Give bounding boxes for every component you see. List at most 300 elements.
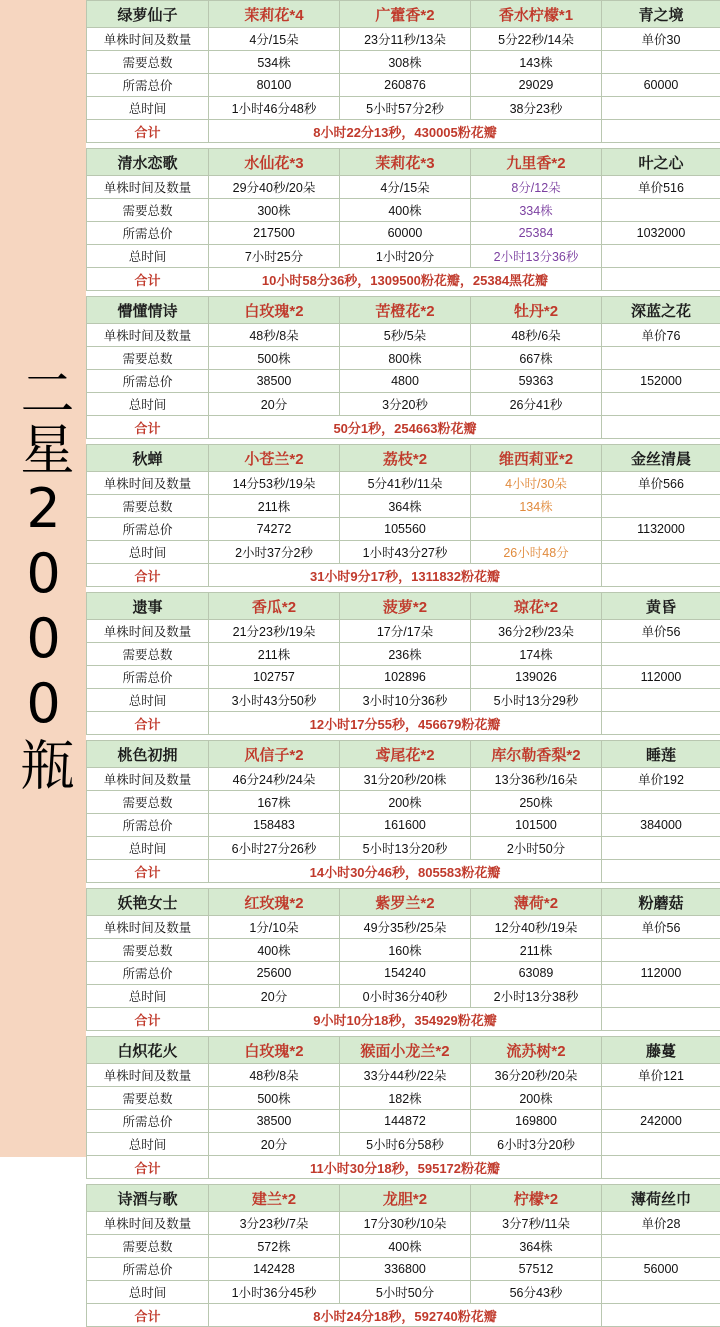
total-time-row	[87, 1133, 720, 1156]
value-cell: 5小时57分2秒	[340, 97, 471, 120]
ingredient-name: 薄荷*2	[471, 889, 602, 916]
total-time-extra	[602, 1281, 720, 1304]
row-label: 需要总数	[87, 1087, 209, 1110]
per-plant-row	[87, 916, 720, 939]
total-price-row	[87, 370, 720, 393]
per-plant-row	[87, 28, 720, 51]
total-time-extra	[602, 245, 720, 268]
product-name: 青之境	[602, 1, 720, 28]
row-label: 总时间	[87, 541, 209, 564]
sum-label: 合计	[87, 120, 209, 143]
row-label: 总时间	[87, 837, 209, 860]
value-cell: 0小时36分40秒	[340, 985, 471, 1008]
product-name: 睡莲	[602, 741, 720, 768]
sum-label: 合计	[87, 268, 209, 291]
product-price: 112000	[602, 666, 720, 689]
sum-row	[87, 416, 720, 439]
value-cell: 160株	[340, 939, 471, 962]
need-total-extra	[602, 495, 720, 518]
value-cell: 500株	[209, 347, 340, 370]
value-cell: 5小时13分29秒	[471, 689, 602, 712]
product-price: 384000	[602, 814, 720, 837]
ingredient-name: 柠檬*2	[471, 1185, 602, 1212]
product-price: 1032000	[602, 222, 720, 245]
total-time-row	[87, 541, 720, 564]
row-label: 单株时间及数量	[87, 916, 209, 939]
total-price-row	[87, 666, 720, 689]
row-label: 需要总数	[87, 643, 209, 666]
total-time-extra	[602, 393, 720, 416]
need-total-row	[87, 643, 720, 666]
need-total-extra	[602, 199, 720, 222]
total-time-row	[87, 1281, 720, 1304]
value-cell: 60000	[340, 222, 471, 245]
total-price-row	[87, 814, 720, 837]
row-label: 所需总价	[87, 814, 209, 837]
value-cell: 200株	[471, 1087, 602, 1110]
sum-value: 10小时58分36秒，1309500粉花瓣，25384黑花瓣	[209, 268, 602, 291]
row-label: 所需总价	[87, 222, 209, 245]
total-time-extra	[602, 837, 720, 860]
unit-price: 单价516	[602, 176, 720, 199]
need-total-extra	[602, 347, 720, 370]
row-label: 需要总数	[87, 1235, 209, 1258]
value-cell: 23分11秒/13朵	[340, 28, 471, 51]
value-cell: 26分41秒	[471, 393, 602, 416]
total-time-row	[87, 985, 720, 1008]
row-label: 单株时间及数量	[87, 1212, 209, 1235]
value-cell: 572株	[209, 1235, 340, 1258]
row-label: 总时间	[87, 1281, 209, 1304]
value-cell: 38500	[209, 370, 340, 393]
value-cell: 56分43秒	[471, 1281, 602, 1304]
value-cell: 211株	[209, 643, 340, 666]
product-price: 1132000	[602, 518, 720, 541]
row-label: 所需总价	[87, 1110, 209, 1133]
value-cell: 211株	[471, 939, 602, 962]
row-label: 单株时间及数量	[87, 324, 209, 347]
row-label: 所需总价	[87, 1258, 209, 1281]
value-cell: 169800	[471, 1110, 602, 1133]
value-cell: 5小时50分	[340, 1281, 471, 1304]
row-label: 总时间	[87, 245, 209, 268]
value-cell: 25384	[471, 222, 602, 245]
total-price-row	[87, 222, 720, 245]
value-cell: 14分53秒/19朵	[209, 472, 340, 495]
row-label: 总时间	[87, 97, 209, 120]
value-cell: 1分/10朵	[209, 916, 340, 939]
value-cell: 364株	[471, 1235, 602, 1258]
need-total-row	[87, 347, 720, 370]
need-total-extra	[602, 643, 720, 666]
row-label: 需要总数	[87, 495, 209, 518]
value-cell: 364株	[340, 495, 471, 518]
total-time-extra	[602, 541, 720, 564]
total-price-row	[87, 962, 720, 985]
product-price: 242000	[602, 1110, 720, 1133]
need-total-extra	[602, 1235, 720, 1258]
product-name: 金丝清晨	[602, 445, 720, 472]
sum-extra	[602, 1008, 720, 1031]
value-cell: 144872	[340, 1110, 471, 1133]
need-total-extra	[602, 1087, 720, 1110]
row-label: 需要总数	[87, 939, 209, 962]
value-cell: 2小时13分38秒	[471, 985, 602, 1008]
value-cell: 5秒/5朵	[340, 324, 471, 347]
unit-price: 单价76	[602, 324, 720, 347]
table-body	[87, 1, 720, 1327]
value-cell: 211株	[209, 495, 340, 518]
row-label: 单株时间及数量	[87, 1064, 209, 1087]
recipe-header-row	[87, 1037, 720, 1064]
ingredient-name: 鸢尾花*2	[340, 741, 471, 768]
recipe-name: 桃色初拥	[87, 741, 209, 768]
per-plant-row	[87, 1064, 720, 1087]
total-time-row	[87, 245, 720, 268]
sum-extra	[602, 712, 720, 735]
sum-extra	[602, 416, 720, 439]
sum-label: 合计	[87, 1304, 209, 1327]
product-price: 152000	[602, 370, 720, 393]
ingredient-name: 茉莉花*4	[209, 1, 340, 28]
per-plant-row	[87, 620, 720, 643]
row-label: 需要总数	[87, 199, 209, 222]
recipe-name: 妖艳女士	[87, 889, 209, 916]
sum-row	[87, 1304, 720, 1327]
need-total-extra	[602, 51, 720, 74]
ingredient-name: 猴面小龙兰*2	[340, 1037, 471, 1064]
value-cell: 3小时10分36秒	[340, 689, 471, 712]
sum-label: 合计	[87, 1008, 209, 1031]
value-cell: 20分	[209, 1133, 340, 1156]
product-name: 黄昏	[602, 593, 720, 620]
ingredient-name: 流苏树*2	[471, 1037, 602, 1064]
recipe-header-row	[87, 593, 720, 620]
recipe-name: 遗事	[87, 593, 209, 620]
value-cell: 2小时37分2秒	[209, 541, 340, 564]
sum-extra	[602, 860, 720, 883]
sum-extra	[602, 120, 720, 143]
ingredient-name: 香瓜*2	[209, 593, 340, 620]
total-time-extra	[602, 985, 720, 1008]
value-cell: 250株	[471, 791, 602, 814]
value-cell: 31分20秒/20株	[340, 768, 471, 791]
per-plant-row	[87, 768, 720, 791]
row-label: 总时间	[87, 985, 209, 1008]
need-total-row	[87, 939, 720, 962]
value-cell: 48秒/8朵	[209, 1064, 340, 1087]
ingredient-name: 香水柠檬*1	[471, 1, 602, 28]
total-time-extra	[602, 689, 720, 712]
recipe-header-row	[87, 149, 720, 176]
recipe-name: 绿萝仙子	[87, 1, 209, 28]
value-cell: 1小时43分27秒	[340, 541, 471, 564]
recipe-name: 懵懂情诗	[87, 297, 209, 324]
value-cell: 20分	[209, 985, 340, 1008]
row-label: 所需总价	[87, 962, 209, 985]
value-cell: 63089	[471, 962, 602, 985]
sum-row	[87, 120, 720, 143]
ingredient-name: 红玫瑰*2	[209, 889, 340, 916]
value-cell: 158483	[209, 814, 340, 837]
value-cell: 300株	[209, 199, 340, 222]
value-cell: 260876	[340, 74, 471, 97]
value-cell: 36分2秒/23朵	[471, 620, 602, 643]
value-cell: 105560	[340, 518, 471, 541]
value-cell: 38分23秒	[471, 97, 602, 120]
per-plant-row	[87, 472, 720, 495]
unit-price: 单价56	[602, 916, 720, 939]
unit-price: 单价56	[602, 620, 720, 643]
unit-price: 单价121	[602, 1064, 720, 1087]
value-cell: 17分/17朵	[340, 620, 471, 643]
row-label: 所需总价	[87, 74, 209, 97]
value-cell: 500株	[209, 1087, 340, 1110]
value-cell: 1小时36分45秒	[209, 1281, 340, 1304]
total-price-row	[87, 518, 720, 541]
value-cell: 13分36秒/16朵	[471, 768, 602, 791]
sum-extra	[602, 564, 720, 587]
per-plant-row	[87, 324, 720, 347]
value-cell: 5分41秒/11朵	[340, 472, 471, 495]
ingredient-name: 琼花*2	[471, 593, 602, 620]
sum-value: 14小时30分46秒，805583粉花瓣	[209, 860, 602, 883]
value-cell: 5小时13分20秒	[340, 837, 471, 860]
ingredient-name: 荔枝*2	[340, 445, 471, 472]
product-name: 深蓝之花	[602, 297, 720, 324]
row-label: 总时间	[87, 1133, 209, 1156]
sum-extra	[602, 268, 720, 291]
unit-price: 单价28	[602, 1212, 720, 1235]
ingredient-name: 建兰*2	[209, 1185, 340, 1212]
per-plant-row	[87, 1212, 720, 1235]
value-cell: 334株	[471, 199, 602, 222]
total-time-row	[87, 97, 720, 120]
sum-label: 合计	[87, 1156, 209, 1179]
value-cell: 154240	[340, 962, 471, 985]
total-price-row	[87, 1258, 720, 1281]
sum-row	[87, 1156, 720, 1179]
row-label: 单株时间及数量	[87, 768, 209, 791]
row-label: 所需总价	[87, 518, 209, 541]
value-cell: 308株	[340, 51, 471, 74]
sum-row	[87, 712, 720, 735]
value-cell: 167株	[209, 791, 340, 814]
value-cell: 236株	[340, 643, 471, 666]
value-cell: 2小时13分36秒	[471, 245, 602, 268]
row-label: 单株时间及数量	[87, 472, 209, 495]
recipe-name: 诗酒与歌	[87, 1185, 209, 1212]
main-content	[86, 0, 720, 1157]
value-cell: 26小时48分	[471, 541, 602, 564]
row-label: 单株时间及数量	[87, 620, 209, 643]
value-cell: 48秒/8朵	[209, 324, 340, 347]
recipe-header-row	[87, 741, 720, 768]
recipe-header-row	[87, 445, 720, 472]
value-cell: 4分/15朵	[209, 28, 340, 51]
ingredient-name: 小苍兰*2	[209, 445, 340, 472]
product-price: 60000	[602, 74, 720, 97]
value-cell: 1小时20分	[340, 245, 471, 268]
sidebar	[0, 0, 86, 1157]
product-price: 112000	[602, 962, 720, 985]
sum-row	[87, 1008, 720, 1031]
total-time-row	[87, 837, 720, 860]
ingredient-name: 白玫瑰*2	[209, 1037, 340, 1064]
need-total-row	[87, 1235, 720, 1258]
ingredient-name: 白玫瑰*2	[209, 297, 340, 324]
value-cell: 400株	[340, 199, 471, 222]
recipe-table	[86, 0, 720, 1327]
need-total-row	[87, 51, 720, 74]
ingredient-name: 菠萝*2	[340, 593, 471, 620]
value-cell: 80100	[209, 74, 340, 97]
recipe-header-row	[87, 889, 720, 916]
value-cell: 4小时/30朵	[471, 472, 602, 495]
sum-label: 合计	[87, 416, 209, 439]
value-cell: 200株	[340, 791, 471, 814]
recipe-header-row	[87, 1185, 720, 1212]
value-cell: 12分40秒/19朵	[471, 916, 602, 939]
value-cell: 49分35秒/25朵	[340, 916, 471, 939]
row-label: 单株时间及数量	[87, 28, 209, 51]
ingredient-name: 茉莉花*3	[340, 149, 471, 176]
total-price-row	[87, 74, 720, 97]
sum-value: 31小时9分17秒，1311832粉花瓣	[209, 564, 602, 587]
total-time-row	[87, 689, 720, 712]
need-total-extra	[602, 939, 720, 962]
sum-value: 8小时24分18秒，592740粉花瓣	[209, 1304, 602, 1327]
need-total-row	[87, 791, 720, 814]
row-label: 总时间	[87, 393, 209, 416]
sum-extra	[602, 1156, 720, 1179]
value-cell: 21分23秒/19朵	[209, 620, 340, 643]
product-price: 56000	[602, 1258, 720, 1281]
sum-label: 合计	[87, 564, 209, 587]
value-cell: 6小时3分20秒	[471, 1133, 602, 1156]
value-cell: 57512	[471, 1258, 602, 1281]
value-cell: 29029	[471, 74, 602, 97]
total-time-extra	[602, 1133, 720, 1156]
row-label: 总时间	[87, 689, 209, 712]
sum-row	[87, 268, 720, 291]
ingredient-name: 广藿香*2	[340, 1, 471, 28]
value-cell: 139026	[471, 666, 602, 689]
ingredient-name: 库尔勒香梨*2	[471, 741, 602, 768]
value-cell: 48秒/6朵	[471, 324, 602, 347]
ingredient-name: 水仙花*3	[209, 149, 340, 176]
value-cell: 2小时50分	[471, 837, 602, 860]
value-cell: 134株	[471, 495, 602, 518]
sum-value: 8小时22分13秒，430005粉花瓣	[209, 120, 602, 143]
value-cell: 36分20秒/20朵	[471, 1064, 602, 1087]
recipe-name: 清水恋歌	[87, 149, 209, 176]
value-cell: 143株	[471, 51, 602, 74]
sum-extra	[602, 1304, 720, 1327]
value-cell: 102896	[340, 666, 471, 689]
value-cell: 29分40秒/20朵	[209, 176, 340, 199]
value-cell: 667株	[471, 347, 602, 370]
recipe-name: 秋蝉	[87, 445, 209, 472]
value-cell: 7小时25分	[209, 245, 340, 268]
product-name: 粉蘑菇	[602, 889, 720, 916]
sidebar-vertical-title: 二星2000瓶	[16, 365, 70, 793]
need-total-row	[87, 1087, 720, 1110]
need-total-row	[87, 199, 720, 222]
need-total-extra	[602, 791, 720, 814]
value-cell: 3小时43分50秒	[209, 689, 340, 712]
need-total-row	[87, 495, 720, 518]
row-label: 需要总数	[87, 51, 209, 74]
value-cell: 8分/12朵	[471, 176, 602, 199]
value-cell: 38500	[209, 1110, 340, 1133]
product-name: 薄荷丝巾	[602, 1185, 720, 1212]
value-cell: 5分22秒/14朵	[471, 28, 602, 51]
value-cell: 400株	[340, 1235, 471, 1258]
sum-row	[87, 564, 720, 587]
value-cell: 336800	[340, 1258, 471, 1281]
row-label: 单株时间及数量	[87, 176, 209, 199]
ingredient-name: 牡丹*2	[471, 297, 602, 324]
per-plant-row	[87, 176, 720, 199]
value-cell: 46分24秒/24朵	[209, 768, 340, 791]
value-cell: 74272	[209, 518, 340, 541]
recipe-header-row	[87, 297, 720, 324]
total-time-extra	[602, 97, 720, 120]
value-cell: 217500	[209, 222, 340, 245]
ingredient-name: 维西莉亚*2	[471, 445, 602, 472]
value-cell: 161600	[340, 814, 471, 837]
sum-value: 9小时10分18秒，354929粉花瓣	[209, 1008, 602, 1031]
value-cell: 20分	[209, 393, 340, 416]
value-cell: 59363	[471, 370, 602, 393]
sum-value: 11小时30分18秒，595172粉花瓣	[209, 1156, 602, 1179]
recipe-name: 白炽花火	[87, 1037, 209, 1064]
sum-value: 50分1秒，254663粉花瓣	[209, 416, 602, 439]
product-name: 藤蔓	[602, 1037, 720, 1064]
row-label: 所需总价	[87, 666, 209, 689]
total-time-row	[87, 393, 720, 416]
value-cell: 33分44秒/22朵	[340, 1064, 471, 1087]
unit-price: 单价192	[602, 768, 720, 791]
total-price-row	[87, 1110, 720, 1133]
value-cell: 25600	[209, 962, 340, 985]
value-cell: 3分7秒/11朵	[471, 1212, 602, 1235]
row-label: 需要总数	[87, 347, 209, 370]
value-cell: 4分/15朵	[340, 176, 471, 199]
value-cell: 4800	[340, 370, 471, 393]
value-cell: 3分20秒	[340, 393, 471, 416]
sum-row	[87, 860, 720, 883]
sum-value: 12小时17分55秒，456679粉花瓣	[209, 712, 602, 735]
value-cell: 17分30秒/10朵	[340, 1212, 471, 1235]
unit-price: 单价566	[602, 472, 720, 495]
row-label: 需要总数	[87, 791, 209, 814]
ingredient-name: 苦橙花*2	[340, 297, 471, 324]
product-name: 叶之心	[602, 149, 720, 176]
ingredient-name: 风信子*2	[209, 741, 340, 768]
value-cell: 3分23秒/7朵	[209, 1212, 340, 1235]
value-cell: 142428	[209, 1258, 340, 1281]
ingredient-name: 龙胆*2	[340, 1185, 471, 1212]
value-cell: 1小时46分48秒	[209, 97, 340, 120]
value-cell: 534株	[209, 51, 340, 74]
value-cell: 174株	[471, 643, 602, 666]
sum-label: 合计	[87, 860, 209, 883]
unit-price: 单价30	[602, 28, 720, 51]
value-cell: 182株	[340, 1087, 471, 1110]
row-label: 所需总价	[87, 370, 209, 393]
